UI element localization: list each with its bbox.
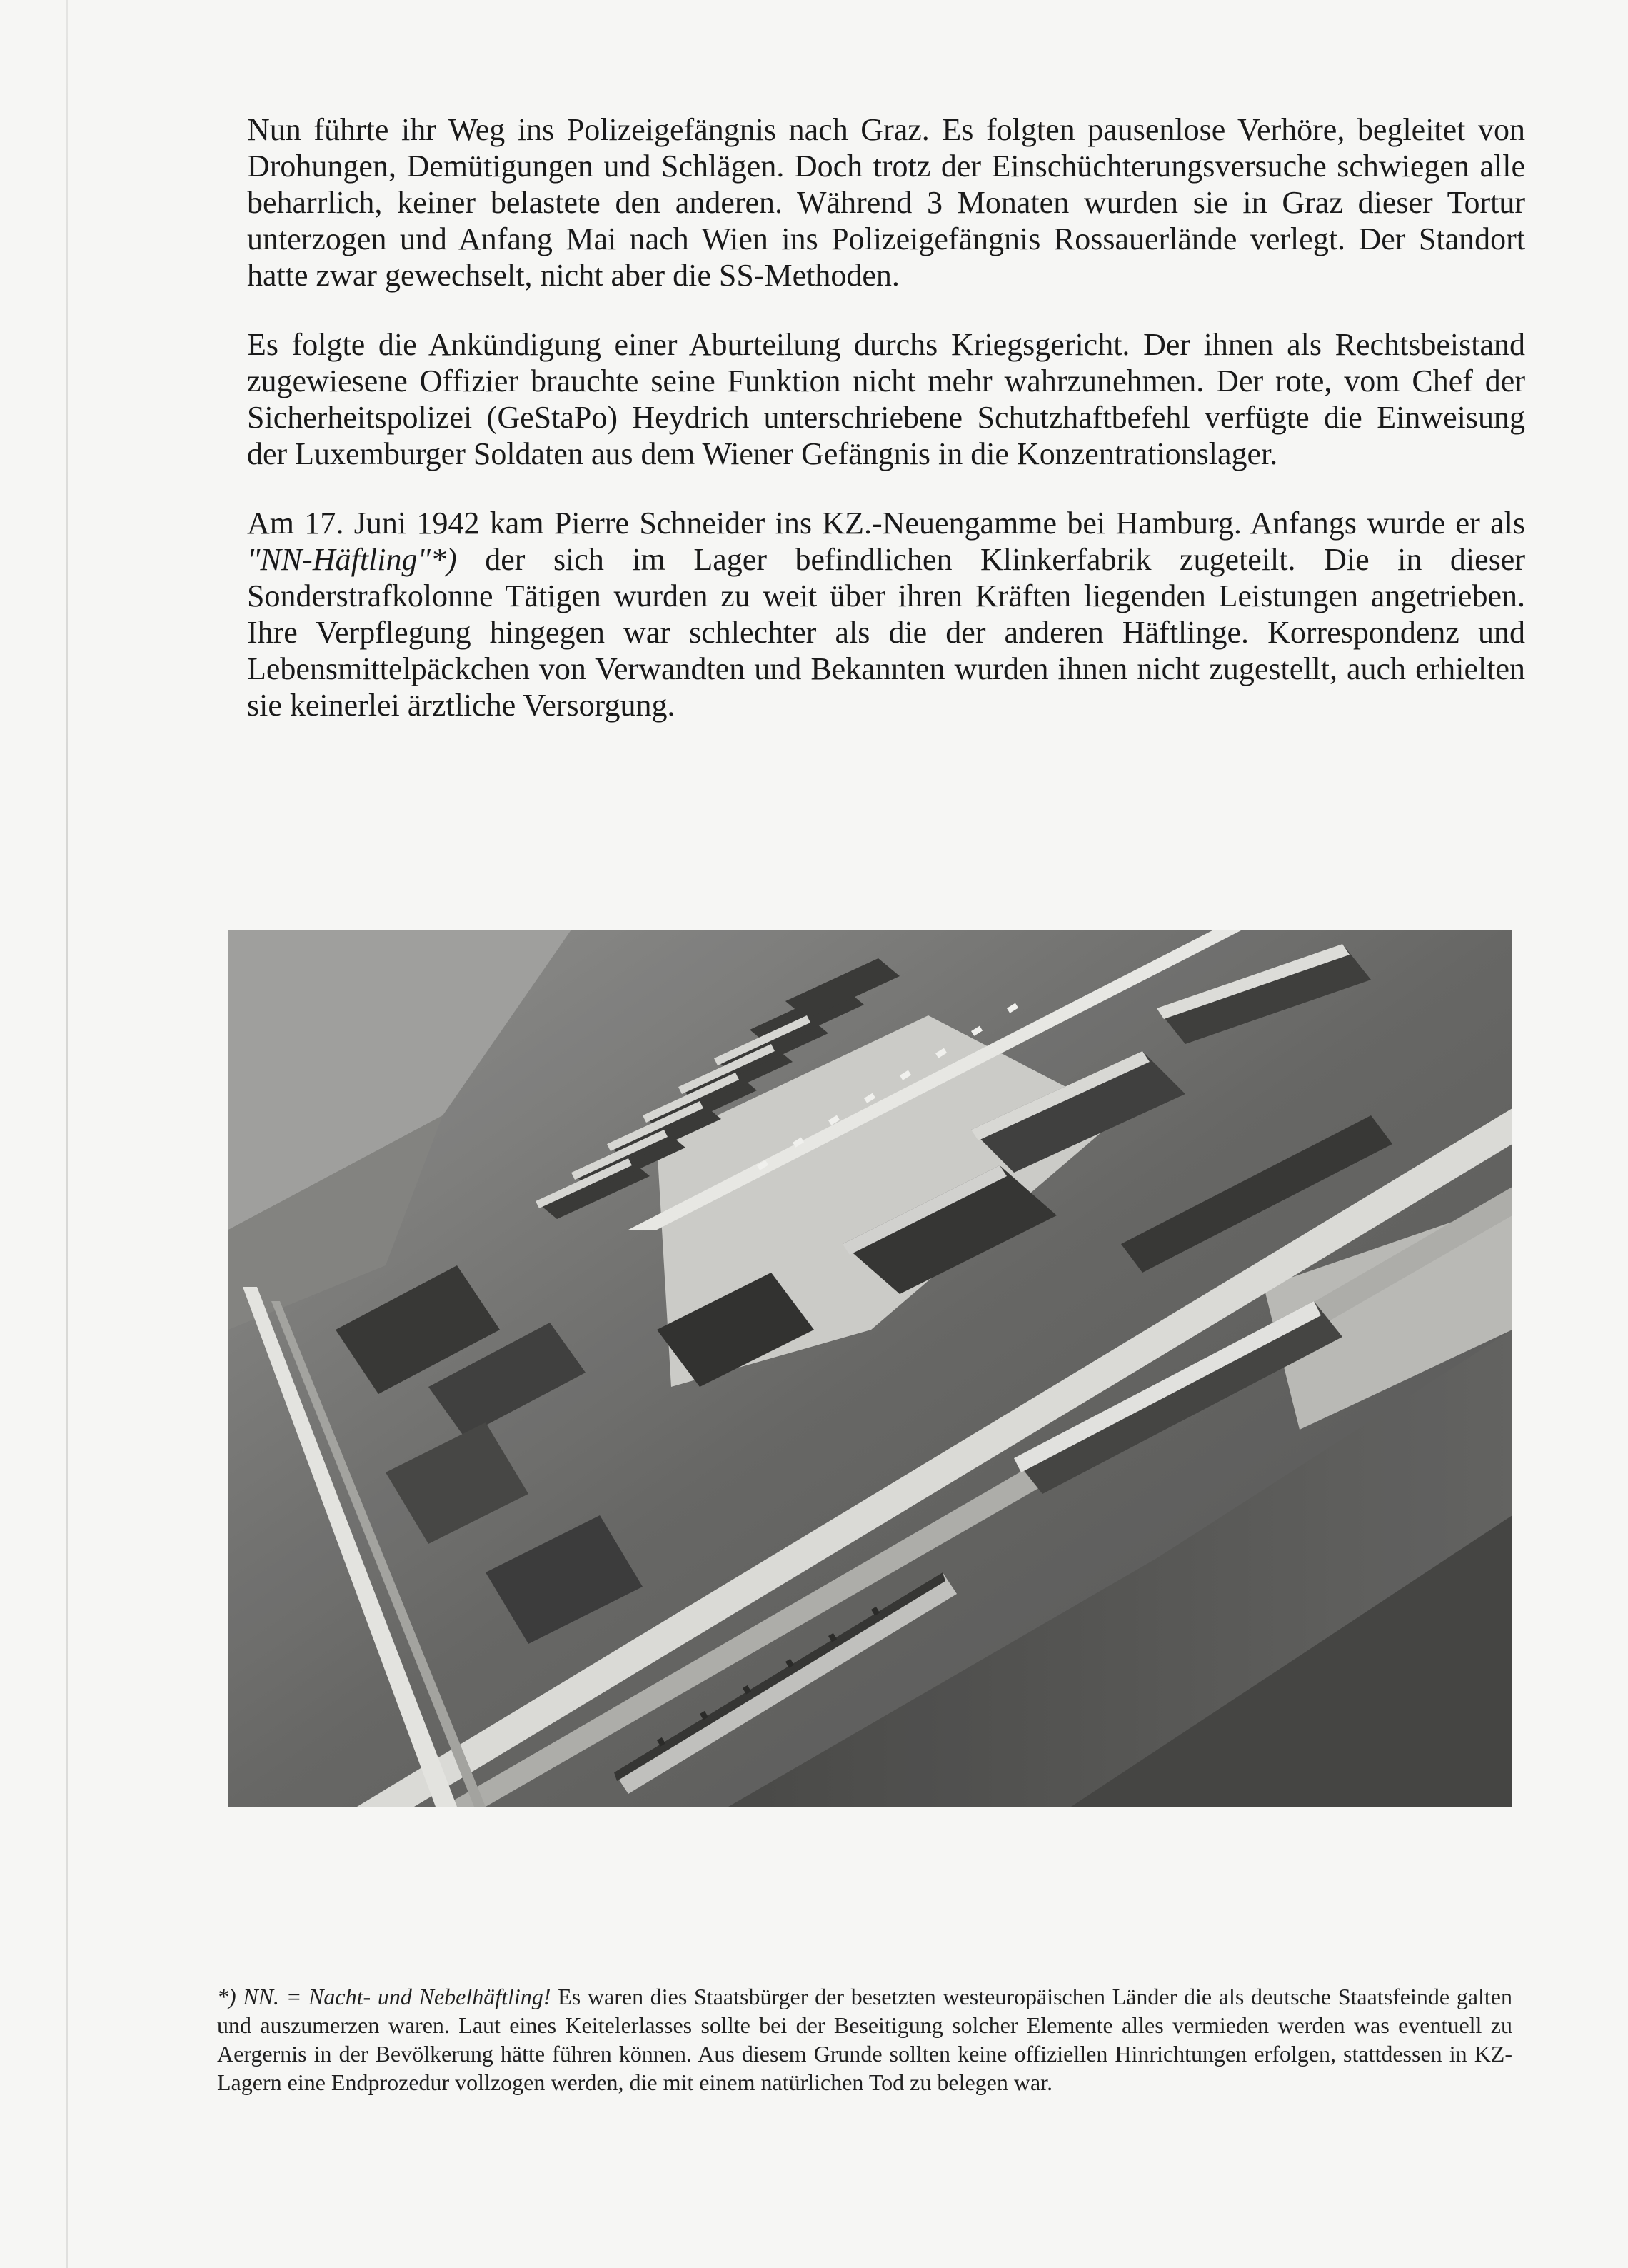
paragraph-court-martial: Es folgte die Ankündigung einer Aburteilung durchs Kriegsgericht. Der ihnen als Rechtsbeistand zugewiesene Offizier brauchte seine Funktion nicht mehr wahrzunehmen. Der rote, vom Chef der Sicherheitspolizei (GeStaPo) Heydrich unterschriebene Schutzhaftbefehl verfügte die Einweisung der Luxemburger Soldaten aus dem Wiener Gefängnis in die Konzentrationslager. <box>247 327 1525 471</box>
paragraph-graz: Nun führte ihr Weg ins Polizeigefängnis nach Graz. Es folgten pausenlose Verhöre, begleitet von Drohungen, Demütigungen und Schlägen. Doch trotz der Einschüchterungsversuche schwiegen alle beharrlich, keiner belastete den anderen. Während 3 Monaten wurden sie in Graz dieser Tortur unterzogen und Anfang Mai nach Wien ins Polizeigefängnis Rossauerlände verlegt. Der Standort hatte zwar gewechselt, nicht aber die SS-Methoden. <box>247 112 1525 293</box>
main-text <box>247 111 1525 756</box>
paragraph-neuengamme-end: der sich im Lager befindlichen Klinkerfabrik zugeteilt. Die in dieser Sonderstrafkolonne Tätigen wurden zu weit über ihren Kräften liegenden Leistungen angetrieben. Ihre Verpflegung hingegen war schlechter als die der anderen Häftlinge. Korrespondenz und Lebensmittelpäckchen von Verwandten und Bekannten wurden ihnen nicht zugestellt, auch erhielten sie keinerlei ärztliche Versorgung. <box>247 542 1525 723</box>
paragraph-neuengamme-start: Am 17. Juni 1942 kam Pierre Schneider ins KZ.-Neuengamme bei Hamburg. Anfangs wurde er als <box>247 506 1525 541</box>
footnote-term: *) NN. = Nacht- und Nebelhäftling! <box>217 1984 551 2009</box>
footnote <box>217 1982 1512 2097</box>
nn-haeftling-term: "NN-Häftling"*) <box>247 542 457 577</box>
paragraph-neuengamme <box>247 505 1525 723</box>
footnote-text: Es waren dies Staatsbürger der besetzten westeuropäischen Länder die als deutsche Staatsfeinde galten und auszumerzen waren. Laut eines Keitelerlasses sollte bei der Beseitigung solcher Elemente alles vermieden werden was eventuell zu Aergernis in der Bevölkerung hätte führen können. Aus diesem Grunde sollten keine offiziellen Hinrichtungen erfolgen, stattdessen in KZ-Lagern eine Endprozedur vollzogen werden, die mit einem natürlichen Tod zu belegen war. <box>217 1984 1513 2095</box>
aerial-camp-photo <box>228 930 1512 1807</box>
aerial-photo-drawing <box>228 930 1512 1807</box>
page-gutter-edge <box>66 0 68 2268</box>
